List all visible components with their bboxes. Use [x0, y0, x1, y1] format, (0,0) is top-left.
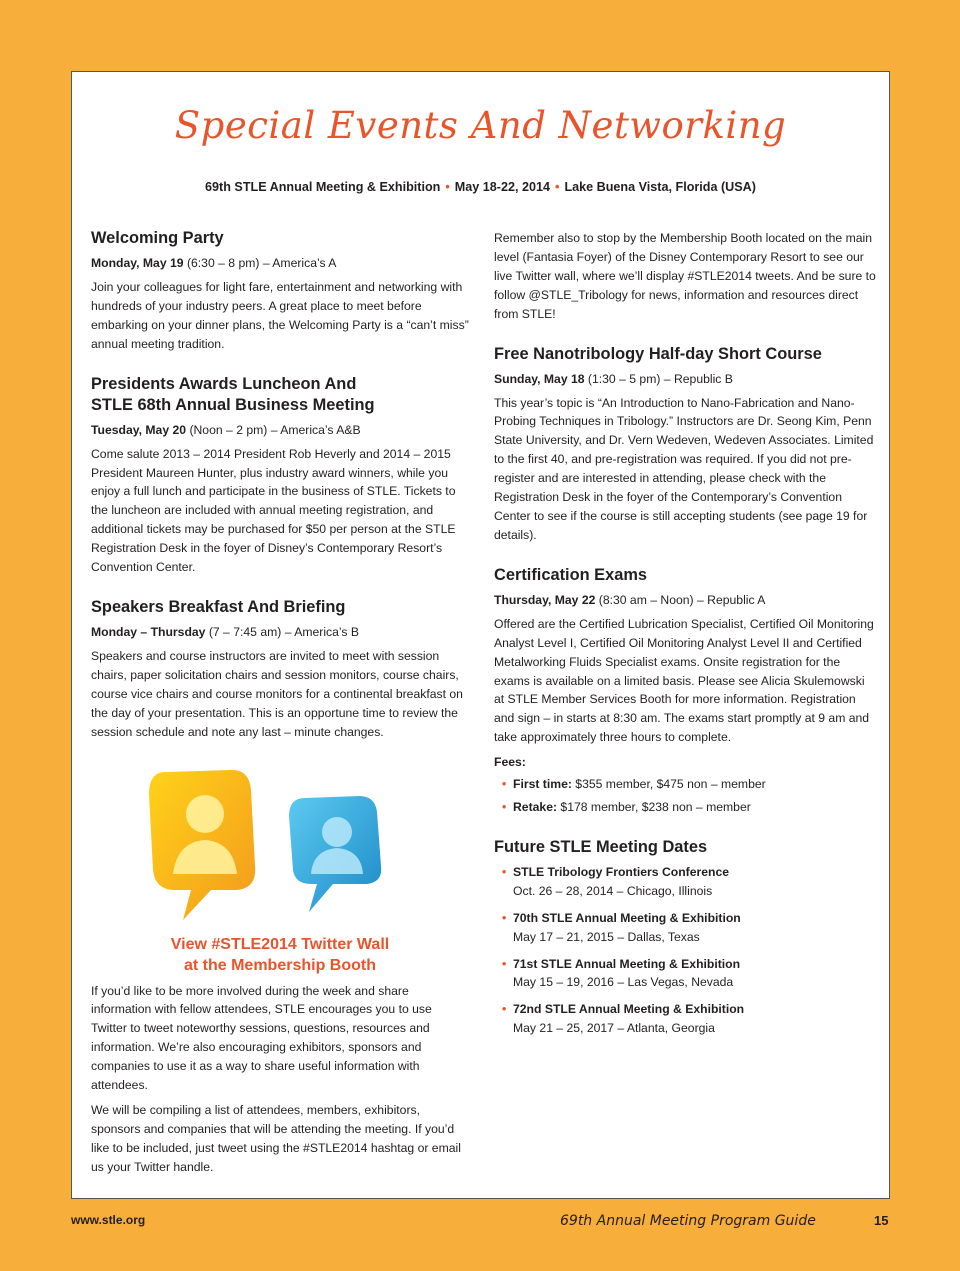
future-dates-list	[502, 863, 878, 1038]
content-panel	[71, 71, 890, 1199]
presidents-luncheon-heading	[91, 374, 469, 416]
certification-time	[494, 591, 878, 609]
heading-line: Presidents Awards Luncheon And	[91, 374, 357, 393]
page-number: 15	[874, 1213, 889, 1228]
speakers-breakfast-section	[91, 597, 469, 742]
event-subtitle	[72, 180, 889, 194]
meeting-name: STLE Tribology Frontiers Conference	[513, 864, 730, 879]
future-dates-heading: Future STLE Meeting Dates	[494, 837, 708, 856]
footer-guide-title: 69th Annual Meeting Program Guide	[560, 1213, 816, 1229]
welcoming-party-section	[91, 228, 469, 354]
certification-body: Offered are the Certified Lubrication Specialist, Certified Oil Monitoring Analyst Level I, Certified Oil Monitoring Analyst Level II and Certified Metalworking Fluids Specialist exams. Onsite registration for the exams is available on a limited basis. Please see Alicia Skulemowski at STLE Member Services Booth for more information. Registration and sign – in starts at 8:30 am. The exams start promptly at 9 am and take approximately three hours to complete.	[494, 616, 874, 745]
speakers-breakfast-time	[91, 623, 469, 641]
speakers-breakfast-body: Speakers and course instructors are invited to meet with session chairs, paper solicitation chairs and session monitors, course chairs, course vice chairs and course monitors for a continental breakfast on the day of your presentation. This is an opportune time to review the session schedule and note any last – minute changes.	[91, 648, 463, 739]
presidents-luncheon-day: Tuesday, May 20	[91, 422, 187, 437]
page-title: Special Events And Networking	[174, 104, 787, 147]
future-date-item	[502, 909, 878, 947]
speakers-breakfast-day: Monday – Thursday	[91, 624, 206, 639]
bullet-icon: •	[502, 800, 507, 815]
separator-dot: •	[555, 180, 560, 194]
welcoming-party-location: (6:30 – 8 pm) – America’s A	[183, 256, 337, 270]
right-column	[494, 229, 878, 1058]
future-date-item	[502, 863, 878, 901]
presidents-luncheon-time	[91, 421, 469, 439]
welcoming-party-day: Monday, May 19	[91, 256, 184, 270]
future-dates-section	[494, 837, 878, 1038]
certification-section	[494, 565, 878, 817]
nanotribology-location: (1:30 – 5 pm) – Republic B	[584, 371, 733, 386]
welcoming-party-heading: Welcoming Party	[91, 229, 224, 247]
meeting-detail: Oct. 26 – 28, 2014 – Chicago, Illinois	[513, 883, 713, 898]
footer-website: www.stle.org	[71, 1213, 146, 1227]
welcoming-party-time	[91, 254, 469, 272]
meeting-name: 72nd STLE Annual Meeting & Exhibition	[513, 1002, 745, 1017]
certification-day: Thursday, May 22	[494, 592, 596, 607]
nanotribology-section	[494, 344, 878, 545]
bullet-icon: •	[502, 910, 507, 925]
twitter-wall-body-1: If you’d like to be more involved during the week and share information with fellow attendees, STLE encourages you to use Twitter to tweet noteworthy sessions, questions, resources and information. We’re also encouraging exhibitors, sponsors and companies to use it as a way to share useful information with attendees.	[91, 983, 432, 1093]
future-date-item	[502, 1000, 878, 1038]
speakers-breakfast-location: (7 – 7:45 am) – America’s B	[205, 624, 359, 639]
heading-line: STLE 68th Annual Business Meeting	[91, 395, 375, 414]
meeting-name: 70th STLE Annual Meeting & Exhibition	[513, 910, 741, 925]
twitter-wall-heading	[91, 934, 469, 976]
nanotribology-heading: Free Nanotribology Half-day Short Course	[494, 344, 822, 363]
membership-booth-body: Remember also to stop by the Membership Booth located on the main level (Fantasia Foyer) of the Disney Contemporary Resort to see our live Twitter wall, where we’ll display #STLE2014 tweets. And be sure to follow @STLE_Tribology for news, information and resources direct from STLE!	[494, 231, 876, 321]
bullet-icon: •	[502, 1002, 507, 1017]
welcoming-party-body: Join your colleagues for light fare, entertainment and networking with hundreds of your industry peers. A great place to meet before embarking on your dinner plans, the Welcoming Party is a “can’t miss” annual meeting tradition.	[91, 280, 469, 351]
meeting-name: 71st STLE Annual Meeting & Exhibition	[513, 956, 741, 971]
nanotribology-time	[494, 370, 878, 388]
meeting-detail: May 21 – 25, 2017 – Atlanta, Georgia	[513, 1021, 715, 1036]
fees-list	[502, 775, 878, 817]
membership-booth-section	[494, 229, 878, 324]
heading-line: View #STLE2014 Twitter Wall	[170, 935, 390, 953]
presidents-luncheon-body: Come salute 2013 – 2014 President Rob Heverly and 2014 – 2015 President Maureen Hunter, plus industry award winners, while you enjoy a full lunch and participate in the business of STLE. Tickets to the luncheon are included with annual meeting registration, and additional tickets may be purchased for $50 per person at the STLE Registration Desk in the foyer of Disney’s Contemporary Resort’s Convention Center.	[91, 446, 456, 575]
event-name: 69th STLE Annual Meeting & Exhibition	[205, 180, 441, 194]
presidents-luncheon-location: (Noon – 2 pm) – America’s A&B	[186, 422, 361, 437]
bullet-icon: •	[502, 956, 507, 971]
certification-location: (8:30 am – Noon) – Republic A	[595, 592, 766, 607]
bullet-icon: •	[502, 777, 507, 792]
speakers-breakfast-heading: Speakers Breakfast And Briefing	[91, 597, 346, 616]
fee-item	[502, 775, 878, 794]
nanotribology-body: This year’s topic is “An Introduction to Nano-Fabrication and Nano-Probing Techniques in Tribology.” Instructors are Dr. Seong Kim, Penn State University, and Dr. Vern Wedeven, Wedeven Associates. Limited to the first 40, and pre-registration was required. If you did not pre-register and are interested in attending, please check with the Registration Desk in the foyer of the Contemporary’s Convention Center to see if the course is still accepting students (see page 19 for details).	[494, 395, 874, 542]
event-dates: May 18-22, 2014	[454, 180, 551, 194]
people-chat-icon	[91, 762, 469, 934]
fee-item	[502, 798, 878, 817]
left-column	[91, 228, 469, 1183]
fee-value: $178 member, $238 non – member	[557, 800, 751, 815]
fee-value: $355 member, $475 non – member	[571, 777, 766, 792]
certification-heading: Certification Exams	[494, 565, 648, 584]
separator-dot: •	[445, 180, 450, 194]
heading-line: at the Membership Booth	[183, 956, 376, 974]
meeting-detail: May 15 – 19, 2016 – Las Vegas, Nevada	[513, 975, 734, 990]
twitter-wall-body-2: We will be compiling a list of attendees, members, exhibitors, sponsors and companies that will be attending the meeting. If you’d like to be included, just tweet using the #STLE2014 hashtag or email us your Twitter handle.	[91, 1102, 461, 1174]
chat-bubbles-illustration	[91, 762, 469, 934]
fee-label: First time:	[513, 777, 572, 792]
bullet-icon: •	[502, 864, 507, 879]
fee-label: Retake:	[513, 800, 558, 815]
future-date-item	[502, 955, 878, 993]
presidents-luncheon-section	[91, 374, 469, 577]
fees-label: Fees:	[494, 755, 526, 770]
nanotribology-day: Sunday, May 18	[494, 371, 585, 386]
meeting-detail: May 17 – 21, 2015 – Dallas, Texas	[513, 929, 700, 944]
twitter-wall-section	[91, 934, 469, 1177]
event-location: Lake Buena Vista, Florida (USA)	[564, 180, 756, 194]
